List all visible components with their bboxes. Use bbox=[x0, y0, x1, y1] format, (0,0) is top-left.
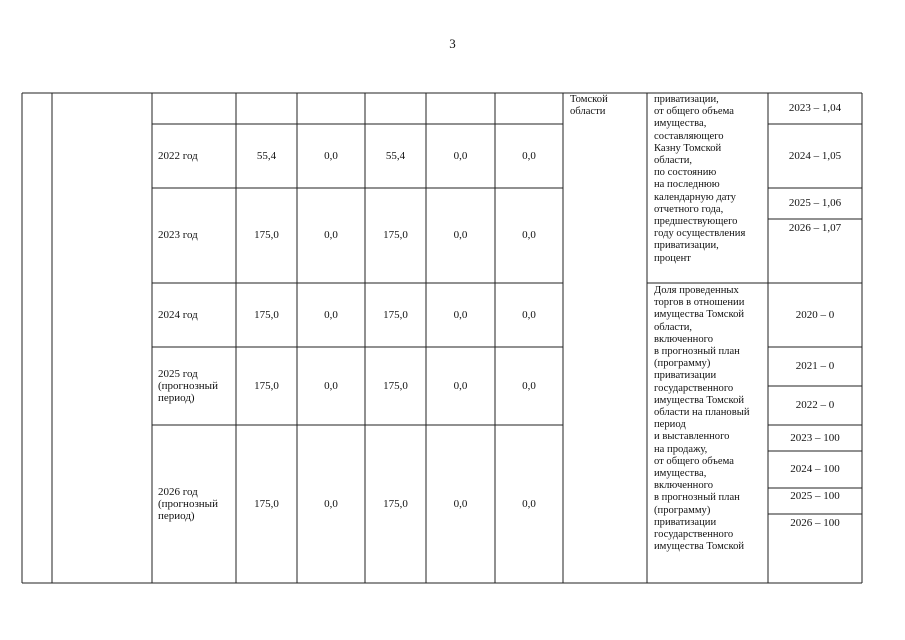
row-value-4: 0,0 bbox=[453, 149, 468, 162]
page-number: 3 bbox=[449, 36, 456, 51]
row-value-3: 55,4 bbox=[385, 149, 406, 162]
row-year: 2025 год (прогнозный период) bbox=[158, 367, 218, 405]
target-value: 2022 – 0 bbox=[795, 399, 835, 412]
target-value: 2023 – 1,04 bbox=[788, 102, 842, 115]
row-value-4: 0,0 bbox=[453, 229, 468, 242]
row-value-2: 0,0 bbox=[324, 149, 338, 162]
target-value: 2026 – 100 bbox=[790, 516, 840, 529]
row-value-4: 0,0 bbox=[453, 497, 468, 510]
row-year: 2023 год bbox=[158, 229, 198, 242]
target-value: 2023 – 100 bbox=[790, 431, 840, 444]
row-year: 2022 год bbox=[158, 149, 198, 162]
responsible-cell: Томской области bbox=[570, 94, 608, 118]
row-value-1: 175,0 bbox=[254, 308, 279, 321]
row-value-5: 0,0 bbox=[522, 308, 536, 321]
row-value-2: 0,0 bbox=[324, 229, 338, 242]
row-value-4: 0,0 bbox=[453, 308, 468, 321]
row-value-5: 0,0 bbox=[522, 229, 536, 242]
row-value-1: 175,0 bbox=[254, 229, 279, 242]
target-value: 2026 – 1,07 bbox=[788, 221, 842, 234]
row-value-3: 175,0 bbox=[383, 497, 408, 510]
row-value-5: 0,0 bbox=[522, 149, 536, 162]
row-value-5: 0,0 bbox=[522, 497, 536, 510]
indicator-privatization-share: приватизации, от общего объема имущества, составляющего Казну Томской области, по состоянию на последнюю календарную дату отчетного года, предшествующего году осуществления приватизации, процент bbox=[654, 94, 746, 264]
row-value-2: 0,0 bbox=[324, 497, 338, 510]
row-value-5: 0,0 bbox=[522, 379, 536, 392]
row-value-1: 175,0 bbox=[254, 497, 279, 510]
row-value-3: 175,0 bbox=[383, 229, 408, 242]
target-value: 2025 – 1,06 bbox=[788, 197, 842, 210]
target-value: 2021 – 0 bbox=[795, 360, 835, 373]
row-value-2: 0,0 bbox=[324, 379, 338, 392]
row-year: 2024 год bbox=[158, 308, 198, 321]
row-value-3: 175,0 bbox=[383, 379, 408, 392]
target-value: 2024 – 100 bbox=[790, 463, 840, 476]
indicator-auction-share: Доля проведенных торгов в отношении имущества Томской области, включенного в прогнозный план (программу) приватизации государственного имущества Томской области на плановый период и выставленного на продажу, от общего объема имущества, включенного в прогнозный план (программу) приватизации государственного имущества Томской bbox=[654, 285, 750, 553]
row-value-3: 175,0 bbox=[383, 308, 408, 321]
row-value-2: 0,0 bbox=[324, 308, 338, 321]
row-year: 2026 год (прогнозный период) bbox=[158, 485, 218, 523]
row-value-4: 0,0 bbox=[453, 379, 468, 392]
row-value-1: 55,4 bbox=[256, 149, 277, 162]
target-value: 2025 – 100 bbox=[790, 489, 840, 502]
row-value-1: 175,0 bbox=[254, 379, 279, 392]
target-value: 2020 – 0 bbox=[795, 308, 835, 321]
target-value: 2024 – 1,05 bbox=[788, 149, 842, 162]
